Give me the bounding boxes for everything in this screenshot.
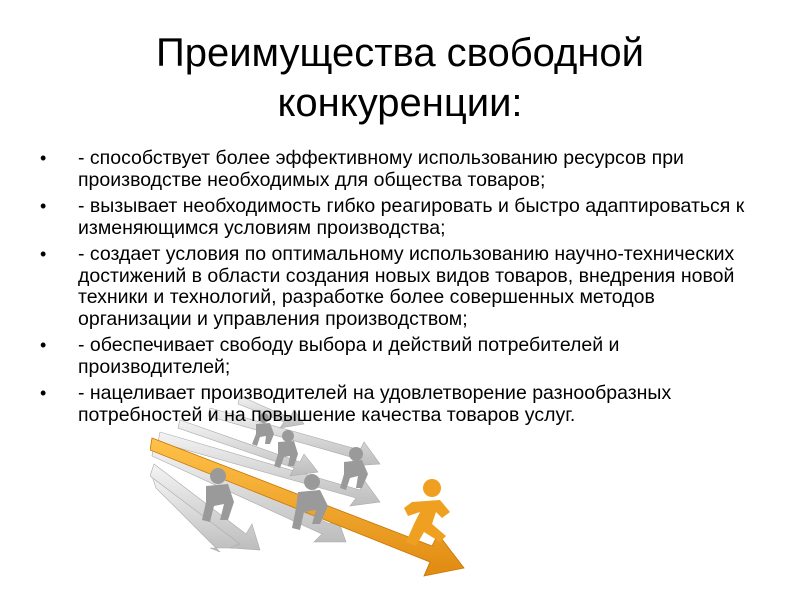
list-item bbox=[40, 196, 760, 239]
bullet-marker: • bbox=[40, 148, 47, 168]
bullet-text: - нацеливает производителей на удовлетворение разнообразных потребностей и на повышение качества товаров услуг. bbox=[78, 382, 672, 426]
bullet-marker: • bbox=[40, 244, 47, 264]
bullet-marker: • bbox=[40, 196, 47, 216]
list-item bbox=[40, 383, 760, 426]
orange-leader-figure bbox=[404, 479, 450, 546]
slide-title bbox=[60, 28, 740, 128]
bullet-text: - способствует более эффективному использованию ресурсов при производстве необходимых для общества товаров; bbox=[78, 147, 684, 191]
title-line-2: конкуренции: bbox=[277, 81, 523, 125]
list-item bbox=[40, 335, 760, 378]
bullet-list bbox=[40, 148, 760, 431]
bullet-text: - вызывает необходимость гибко реагировать и быстро адаптироваться к изменяющимся условиям производства; bbox=[78, 195, 745, 239]
bullet-text: - создает условия по оптимальному использованию научно-технических достижений в области создания новых видов товаров, внедрения новой техники и технологий, разработке более совершенных методов организации и управления производством; bbox=[78, 243, 735, 330]
title-line-1: Преимущества свободной bbox=[155, 31, 645, 75]
list-item bbox=[40, 148, 760, 191]
bullet-marker: • bbox=[40, 383, 47, 403]
bullet-marker: • bbox=[40, 335, 47, 355]
bullet-text: - обеспечивает свободу выбора и действий потребителей и производителей; bbox=[78, 334, 620, 378]
list-item bbox=[40, 244, 760, 330]
